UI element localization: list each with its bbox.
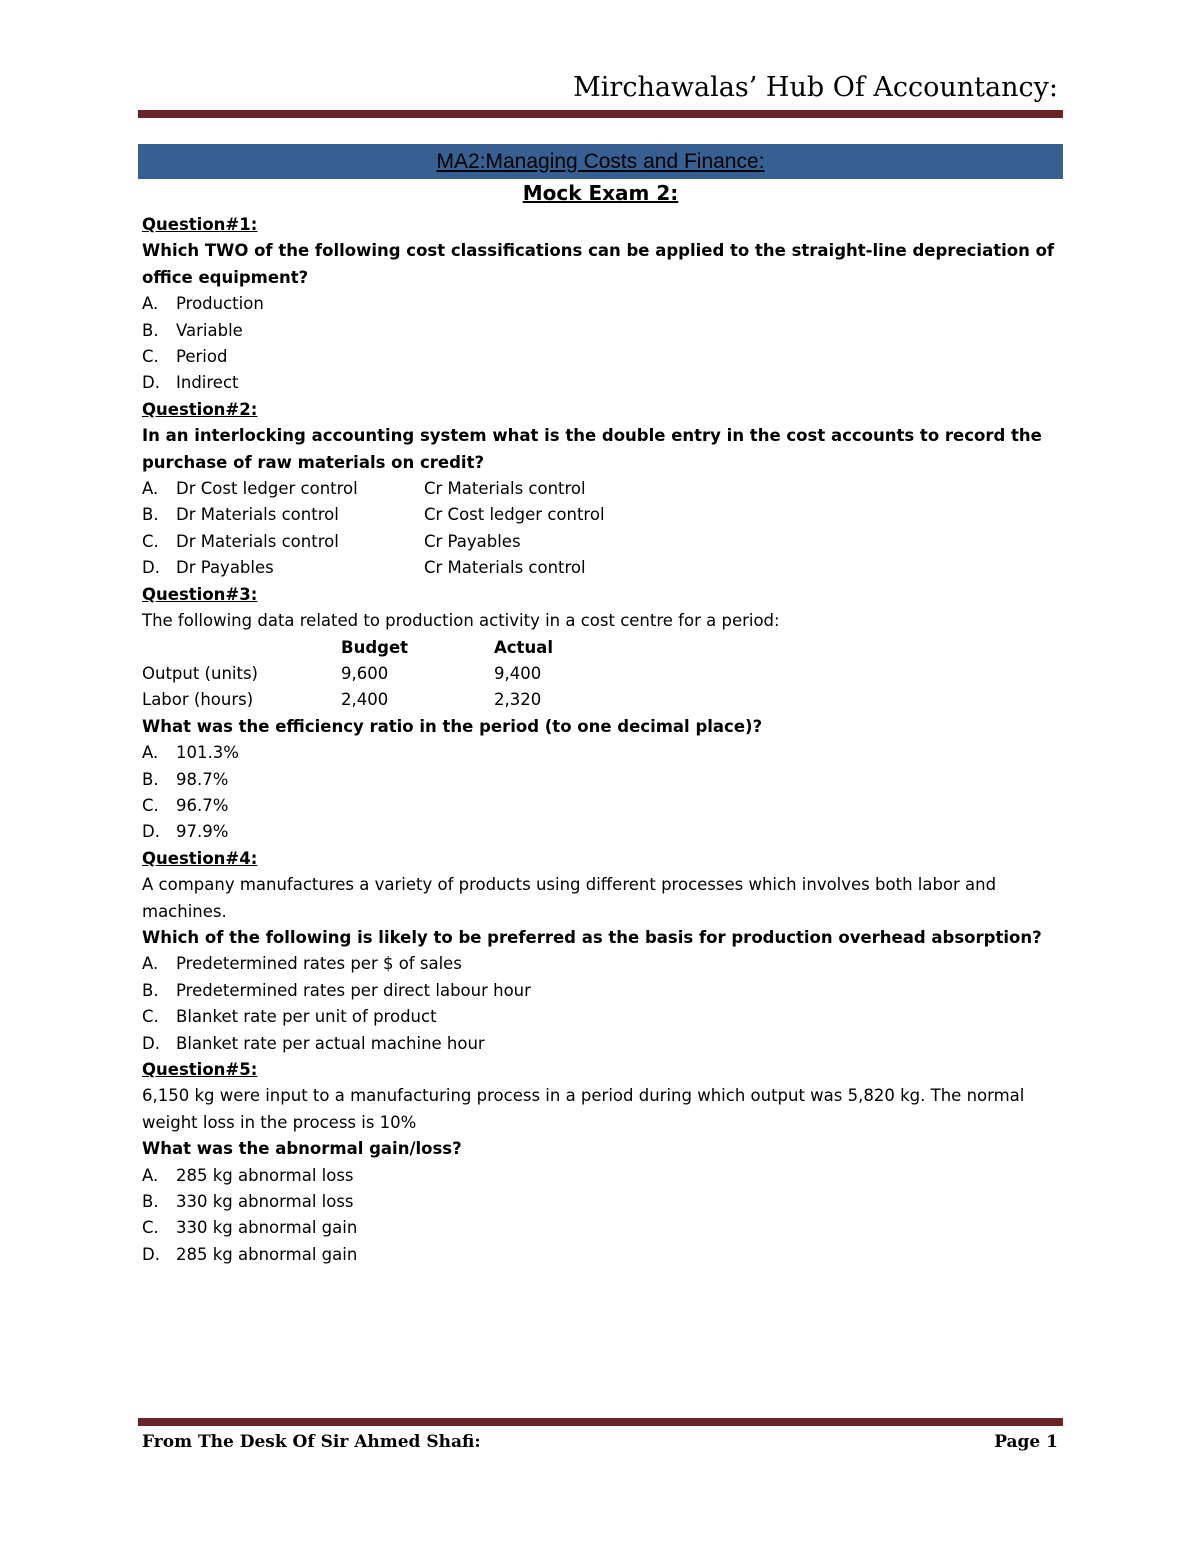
exam-content [142,212,1057,1268]
option-debit: Dr Payables [176,558,274,578]
option-credit: Cr Materials control [424,558,586,578]
table-header-cell [142,635,341,661]
option-letter: D. [142,373,160,393]
question-1-text: Which TWO of the following cost classifications can be applied to the straight-line depreciation of office equipment? [142,241,1055,287]
option-row [142,476,1057,502]
option-row [142,344,1057,370]
option-letter: D. [142,558,160,578]
option-letter: C. [142,795,159,815]
question-4-text: Which of the following is likely to be preferred as the basis for production overhead absorption? [142,927,1042,947]
data-table-header [142,635,1057,661]
option-text: Variable [176,320,243,340]
option-text: 101.3% [176,743,239,763]
option-row [142,529,1057,555]
table-cell: Labor (hours) [142,690,254,710]
option-credit: Cr Materials control [424,479,586,499]
question-3-text: What was the efficiency ratio in the period (to one decimal place)? [142,716,763,736]
option-letter: A. [142,479,159,499]
question-3-heading: Question#3: [142,584,258,604]
option-row [142,819,1057,845]
option-text: 330 kg abnormal loss [176,1192,354,1212]
question-2-text: In an interlocking accounting system what is the double entry in the cost accounts to record the purchase of raw materials on credit? [142,426,1042,472]
option-row [142,978,1057,1004]
option-text: Predetermined rates per $ of sales [176,954,462,974]
option-credit: Cr Cost ledger control [424,505,605,525]
option-row [142,1031,1057,1057]
option-text: Indirect [176,373,239,393]
table-row [142,687,1057,713]
option-letter: C. [142,1218,159,1238]
table-row [142,661,1057,687]
page-number: Page 1 [994,1432,1058,1452]
option-letter: B. [142,320,159,340]
option-text: Blanket rate per actual machine hour [176,1033,485,1053]
option-text: 285 kg abnormal loss [176,1165,354,1185]
option-letter: C. [142,347,159,367]
option-letter: B. [142,1192,159,1212]
table-header-cell: Budget [341,637,409,657]
table-cell: 9,600 [341,663,389,683]
option-debit: Dr Materials control [176,531,339,551]
option-letter: C. [142,1007,159,1027]
option-letter: D. [142,1244,160,1264]
header-title: Mirchawalas’ Hub Of Accountancy: [573,72,1058,103]
option-row [142,291,1057,317]
option-text: Blanket rate per unit of product [176,1007,437,1027]
footer-rule [138,1418,1063,1426]
option-debit: Dr Cost ledger control [176,479,358,499]
option-text: Predetermined rates per direct labour hour [176,980,531,1000]
table-cell: Output (units) [142,663,258,683]
option-row [142,1215,1057,1241]
option-text: 98.7% [176,769,229,789]
option-row [142,370,1057,396]
option-text: 97.9% [176,822,229,842]
option-letter: A. [142,1165,159,1185]
option-letter: D. [142,1033,160,1053]
option-row [142,555,1057,581]
option-row [142,1004,1057,1030]
option-row [142,1163,1057,1189]
question-5-text: What was the abnormal gain/loss? [142,1139,462,1159]
option-row [142,502,1057,528]
exam-subtitle: Mock Exam 2: [522,181,679,205]
option-letter: D. [142,822,160,842]
option-text: 330 kg abnormal gain [176,1218,358,1238]
option-letter: A. [142,954,159,974]
option-row [142,740,1057,766]
question-3-intro: The following data related to production activity in a cost centre for a period: [142,611,780,631]
option-letter: B. [142,980,159,1000]
question-5-heading: Question#5: [142,1060,258,1079]
table-cell: 2,320 [494,690,542,710]
footer-author: From The Desk Of Sir Ahmed Shafi: [142,1432,481,1452]
option-debit: Dr Materials control [176,505,339,525]
option-credit: Cr Payables [424,531,521,551]
option-row [142,1242,1057,1268]
question-5-intro: 6,150 kg were input to a manufacturing process in a period during which output was 5,820 kg. The normal weight loss in the process is 10% [142,1086,1025,1132]
question-2-heading: Question#2: [142,399,258,419]
option-letter: A. [142,743,159,763]
option-text: 96.7% [176,795,229,815]
question-4-intro: A company manufactures a variety of products using different processes which involves both labor and machines. [142,875,997,921]
question-4-heading: Question#4: [142,848,258,868]
option-row [142,1189,1057,1215]
option-text: Period [176,347,228,367]
table-cell: 9,400 [494,663,542,683]
option-letter: C. [142,531,159,551]
option-row [142,767,1057,793]
option-text: 285 kg abnormal gain [176,1244,358,1264]
question-1-heading: Question#1: [142,215,258,234]
option-letter: B. [142,505,159,525]
table-cell: 2,400 [341,690,389,710]
option-letter: A. [142,294,159,314]
exam-banner: MA2:Managing Costs and Finance: [138,144,1063,179]
option-row [142,318,1057,344]
option-text: Production [176,294,264,314]
table-header-cell: Actual [494,637,553,657]
option-letter: B. [142,769,159,789]
option-row [142,951,1057,977]
header-rule [138,110,1063,118]
option-row [142,793,1057,819]
